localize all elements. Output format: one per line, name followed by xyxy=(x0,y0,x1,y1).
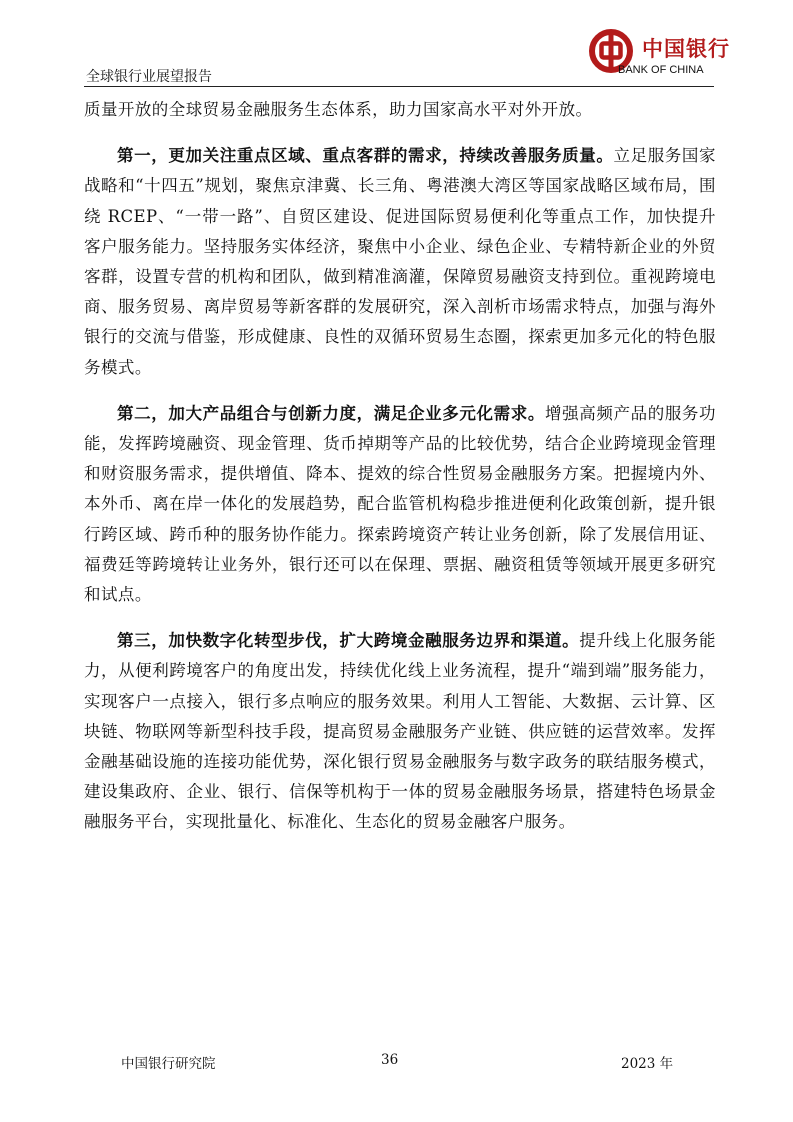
paragraph-lead: 第二，加大产品组合与创新力度，满足企业多元化需求。 xyxy=(117,403,545,423)
logo-chinese-name: 中国银行 xyxy=(642,36,730,61)
paragraph-body: 质量开放的全球贸易金融服务生态体系，助力国家高水平对外开放。 xyxy=(84,100,593,119)
header-divider xyxy=(84,86,714,87)
paragraph-lead: 第三，加快数字化转型步伐，扩大跨境金融服务边界和渠道。 xyxy=(117,631,580,651)
paragraph-body: 提升线上化服务能力，从便利跨境客户的角度出发，持续优化线上业务流程，提升“端到端”服务能力，实现客户一点接入，银行多点响应的服务效果。利用人工智能、大数据、云计算、区块链、物联网等新型科技手段，提高贸易金融服务产业链、供应链的运营效率。发挥金融基础设施的连接功能优势，深化银行贸易金融服务与数字政务的联结服务模式，建设集政府、企业、银行、信保等机构于一体的贸易金融服务场景，搭建特色场景金融服务平台，实现批量化、标准化、生态化的贸易金融客户服务。 xyxy=(84,631,716,832)
logo-english-name: BANK OF CHINA xyxy=(618,64,704,76)
footer-institute: 中国银行研究院 xyxy=(121,1056,216,1072)
paragraph-body: 增强高频产品的服务功能，发挥跨境融资、现金管理、货币掉期等产品的比较优势，结合企业跨境现金管理和财资服务需求，提供增值、降本、提效的综合性贸易金融服务方案。把握境内外、本外币、离在岸一体化的发展趋势，配合监管机构稳步推进便利化政策创新，提升银行跨区域、跨币种的服务协作能力。探索跨境资产转让业务创新，除了发展信用证、福费廷等跨境转让业务外，银行还可以在保理、票据、融资租赁等领域开展更多研究和试点。 xyxy=(84,403,717,605)
paragraph-lead: 第一，更加关注重点区域、重点客群的需求，持续改善服务质量。 xyxy=(117,146,614,166)
paragraph-continuation xyxy=(84,95,716,125)
footer-year: 2023 年 xyxy=(621,1056,674,1072)
paragraph-second-point xyxy=(84,399,716,610)
paragraph-third-point xyxy=(84,626,716,837)
paragraph-first-point xyxy=(84,141,716,383)
page-number: 36 xyxy=(381,1052,399,1068)
paragraph-body: 立足服务国家战略和“十四五”规划，聚焦京津冀、长三角、粤港澳大湾区等国家战略区域布局，围绕 RCEP、“一带一路”、自贸区建设、促进国际贸易便利化等重点工作，加快提升客户服务能力。坚持服务实体经济，聚焦中小企业、绿色企业、专精特新企业的外贸客群，设置专营的机构和团队，做到精准滴灌，保障贸易融资支持到位。重视跨境电商、服务贸易、离岸贸易等新客群的发展研究，深入剖析市场需求特点，加强与海外银行的交流与借鉴，形成健康、良性的双循环贸易生态圈，探索更加多元化的特色服务模式。 xyxy=(84,146,716,377)
bank-logo xyxy=(588,28,730,80)
report-body xyxy=(84,95,716,838)
report-title: 全球银行业展望报告 xyxy=(86,69,212,85)
